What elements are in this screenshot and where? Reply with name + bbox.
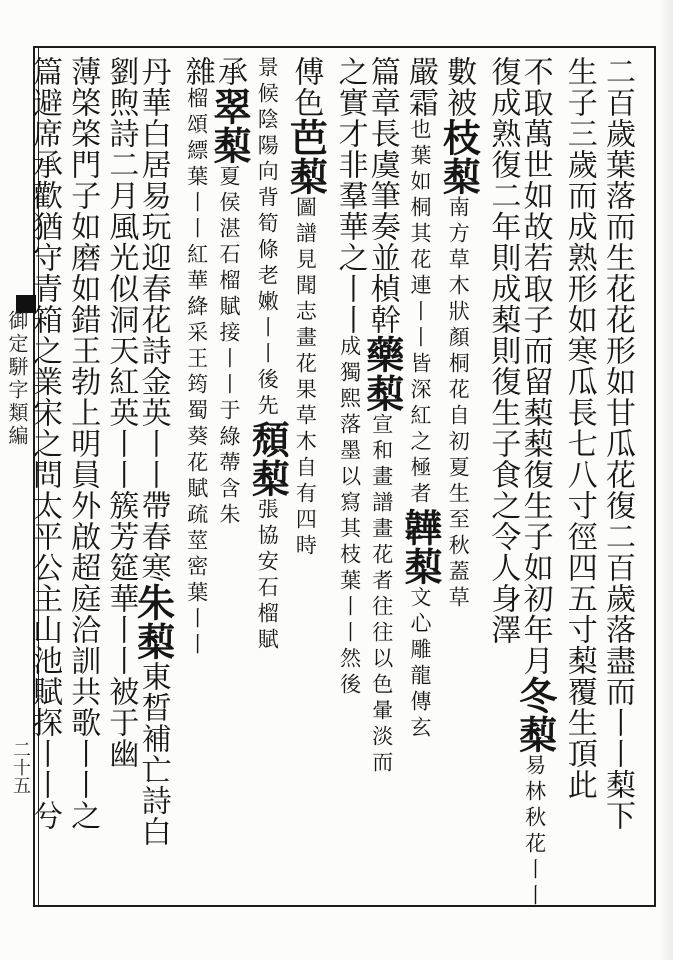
body-text: 丹華白居易玩迎春花詩金英丨丨帶春寒 [135, 56, 171, 583]
top-border [34, 46, 656, 48]
text-column [600, 56, 640, 906]
text-column [65, 56, 105, 906]
text-column [333, 56, 373, 906]
annotation-text: 南方草木狀顏桐花自初夏生至秋蓋草 [446, 196, 471, 612]
text-column [485, 56, 525, 906]
text-column [27, 56, 67, 906]
headword: 芭䔧 [283, 118, 329, 196]
text-column [207, 56, 258, 906]
headword: 韡䔧 [398, 508, 443, 586]
body-text: 華丨丨被于幽 [103, 583, 139, 769]
body-text: 篇避席承歡猶守青箱之業宋之問太平公主山池賦探丨丨兮 [27, 56, 62, 831]
body-text: 不取萬世如故若取子而留䔧䔧復生子如初年月 [517, 56, 553, 676]
annotation-text: 宣和畫譜畫花者往往以色暈淡而 [369, 413, 394, 777]
right-border [654, 46, 656, 907]
annotation-text: 成獨熙落墨以寫其枝葉丨丨然後 [337, 335, 362, 699]
annotation-text: 圖譜見聞志畫花果草木自有四時 [293, 196, 318, 560]
text-column [180, 56, 220, 906]
annotation-text: 張協安石榴賦 [255, 498, 280, 654]
text-column [436, 56, 487, 906]
text-column [359, 56, 411, 906]
body-text: 嚴霜 [403, 56, 438, 118]
headword: 朱䔧 [130, 583, 176, 661]
text-column [130, 56, 182, 906]
scan-edge [659, 0, 673, 960]
annotation-text: 景候陰陽向背筍條老嫩丨丨後先 [255, 56, 280, 420]
body-text: 劉煦詩二月風光似洞天紅英丨丨簇芳筵 [103, 56, 139, 583]
body-text: 生子三歲而成熟形如寒瓜長七八寸徑四五寸䔧覆生頂此 [561, 56, 597, 800]
headword: 藥䔧 [359, 335, 405, 413]
headword: 枝䔧 [436, 118, 482, 196]
text-column [103, 56, 143, 906]
page-number: 二十五 [10, 740, 31, 794]
body-text: 之實才非羣華之丨丨 [332, 56, 368, 335]
body-text: 二百歲葉落而生花花形如甘瓜花復二百歲落盡而丨丨䔧下 [600, 56, 635, 831]
margin-title: 御定駢字類編 [5, 310, 29, 448]
annotation-text: 夏侯湛石榴賦接丨丨于綠蔕含朱 [217, 165, 241, 529]
annotation-text: 易林秋花丨丨 [522, 754, 547, 910]
text-column [245, 56, 296, 906]
headword: 冬䔧 [512, 676, 558, 754]
headword: 翠䔧 [207, 87, 252, 165]
body-text: 承 [212, 56, 247, 87]
headword: 頹䔧 [245, 420, 291, 498]
body-text: 雜 [179, 56, 215, 87]
body-text: 復成熟復二年則成䔧則復生子食之令人身澤 [485, 56, 521, 645]
text-column [512, 56, 564, 910]
text-column [283, 56, 334, 906]
body-text: 傅色 [288, 56, 324, 118]
text-column [398, 56, 449, 906]
text-column [562, 56, 602, 906]
annotation-text: 文心雕龍傳玄 [408, 586, 432, 742]
body-text: 薄棨棨門子如磨如錯王勃上明員外啟超庭洽訓共歌丨丨之 [65, 56, 101, 831]
annotation-text: 榴頌縹葉丨丨紅華絳采王筠蜀葵花賦疏莖密葉丨丨 [184, 87, 209, 659]
annotation-text: 也葉如桐其花連丨丨皆深紅之極者 [408, 118, 432, 508]
body-text: 篇章長虞筆奏並楨幹 [364, 56, 400, 335]
body-text: 東晳補亡詩白 [135, 661, 171, 847]
body-text: 數被 [441, 56, 477, 118]
